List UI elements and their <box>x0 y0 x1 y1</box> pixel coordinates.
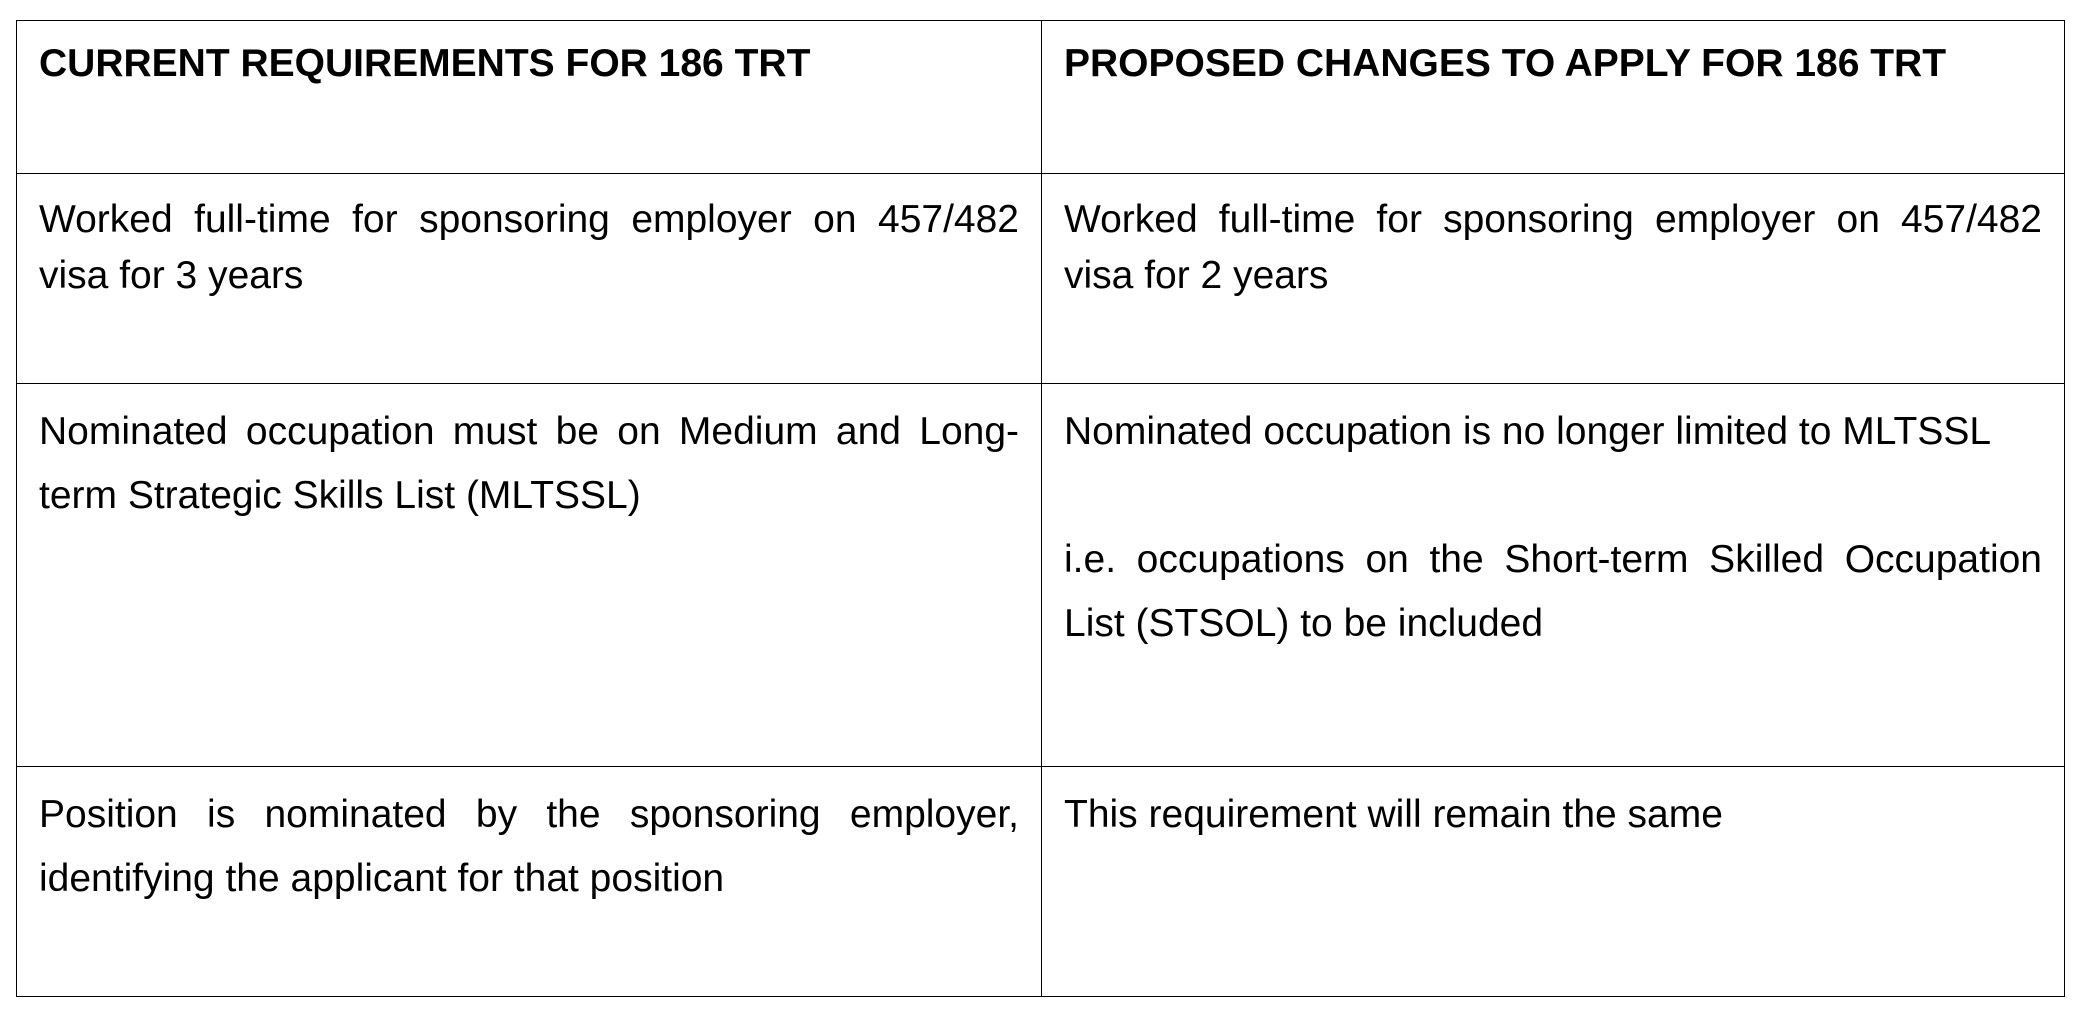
current-requirement-cell <box>17 767 1042 997</box>
cell-text: i.e. occupations on the Short-term Skilled Occupation List (STSOL) to be included <box>1064 538 2042 645</box>
proposed-change-cell <box>1042 767 2065 997</box>
current-requirement-cell <box>17 384 1042 767</box>
requirements-comparison-table <box>16 20 2065 997</box>
table-row <box>17 174 2065 384</box>
cell-text: Worked full-time for sponsoring employer on 457/482 visa for 2 years <box>1064 198 2042 297</box>
header-current-requirements: CURRENT REQUIREMENTS FOR 186 TRT <box>17 21 1042 174</box>
table-header-row <box>17 21 2065 174</box>
proposed-change-cell <box>1042 384 2065 767</box>
cell-text: Nominated occupation is no longer limited to MLTSSL <box>1064 410 1992 453</box>
header-proposed-changes: PROPOSED CHANGES TO APPLY FOR 186 TRT <box>1042 21 2065 174</box>
cell-text: Worked full-time for sponsoring employer on 457/482 visa for 3 years <box>39 198 1019 297</box>
table-row <box>17 384 2065 767</box>
cell-text: Nominated occupation must be on Medium and Long-term Strategic Skills List (MLTSSL) <box>39 410 1019 517</box>
current-requirement-cell <box>17 174 1042 384</box>
proposed-change-cell <box>1042 174 2065 384</box>
cell-text: This requirement will remain the same <box>1064 793 1723 836</box>
table-row <box>17 767 2065 997</box>
cell-text: Position is nominated by the sponsoring employer, identifying the applicant for that position <box>39 793 1019 900</box>
